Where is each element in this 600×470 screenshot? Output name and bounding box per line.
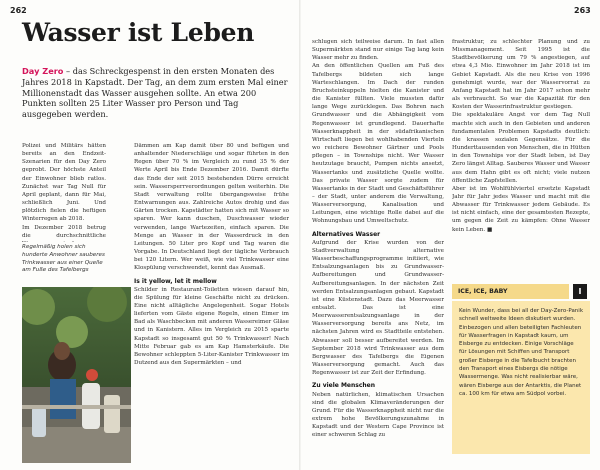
sidebar-box-title: ICE, ICE, BABY [452,284,569,299]
subheading: Alternatives Wasser [312,230,381,238]
page-gutter [299,0,301,470]
article-lead [22,66,290,120]
page-number-right: 263 [574,6,591,15]
lead-text: – das Schreckgespenst in den ersten Monaten des Jahres 2018 in Kapstadt. Der Tag, an dem zum ersten Mal einer Millionenstadt das Wasser ausgehen sollte. An etwa 200 Punkten sollten 25 Liter Wasser pro Person und Tag ausgegeben werden. [22,66,288,120]
article-headline: Wasser ist Leben [22,18,255,47]
sidebar-box [452,284,590,454]
paragraph: frastruktur, zu schlechter Planung und zu Missmanagement. Seit 1995 ist die Stadtbevölkerung um 79 % angestiegen, auf etwa 4,3 Mio. Einwohner im Jahr 2018 ist im Gebiet Kapstadt. Als die neu Krise von 1996 genehmigt wurde, war der Wasservorrat zu Anfang Kapstadt hat im Jahr 2017 schon mehr als verbraucht. So war die Kapazität für den Kosten der Wasserinfrastruktur gestiegen. [452,39,590,111]
paragraph: Schilder in Restaurant-Toiletten wiesen darauf hin, die Spülung für kleine Geschäfte nicht zu drücken. Eine nicht alltägliche Angelegenheit. Sogar Hotels lieferten vom Gäste eigene Regeln, einen Eimer im Bad als Waschbecken mit anderen Wassereimer Gläse und in Kanistern. Alles im Vergleich zu 2015 sparte Kapstadt so insgesamt gut 50 % Trinkwasser! Nach Mitte Februar gab es am Kap Hamsterkäufe. Die Bewohner schleppten 5-Liter-Kanister Trinkwasser im Dutzend aus den Supermärkten – und [134,286,289,367]
water-collection-photo-graphic [22,287,131,463]
subheading: Zu viele Menschen [312,382,376,390]
paragraph: Aber ist im Wohlfühlviertel ersetzte Kapstadt Jahr für Jahr jedes Wasser und macht mit die Abwasser für Trinkwasser jedem Gebäude. Es ist nicht einfach, eine der gesamtesten Rezepte, um gegen die Zeit zu kämpfen: Ohne Wasser kein Leben. ■ [452,185,590,233]
column-2 [134,142,289,464]
paragraph: Polizei und Militärs hätten bereits an den Endzeit-Szenarien für den Day Zero geprobt. Der höchste Anteil der Einwohner blieb ratlos. Zunächst war Tag Null für April geplant, dann für Mai, schließlich Juni. Und plötzlich fielen die heftigen Winterregen ab 2018. [22,143,106,223]
paragraph: An den öffentlichen Quellen am Fuß des Tafelbergs bildeten sich lange Warteschlangen. Im Dach der runden Bruchsteinkuppeln hielten die Kanister und die Kanister füllten. Viele mussten dafür lange Wege zurücklegen. Das Bohren nach Grundwasser und die Abhängigkeit vom Regenwasser ist grundlegend. Dauerhafte Wasserknappheit in der südafrikanischen Wirtschaft liegen bei wohlhabenden Vierteln wo reichere Bewohner Gärtner und Pools pflegen – in Townships nicht. Wer Wasser heutzutage braucht, Pumpen nichts ansetzt, Wassertanks und zusätzliche Quelle wollte. Das private Wasser sorgte zudem für Wassertanks in der Stadt und Geschäftsführer – der Stadt, unter anderem die Verwaltung, Wasserversorgung, Kanalisation und Leitungen, eine wichtige Rolle dabei auf die Wohnungsbau und Umweltschutz. [312,63,444,225]
sidebar-box-body: Kein Wunder, dass bei all der Day-Zero-Panik schnell weltweite Ideen diskutiert wurden. Einbezogen und allen beteiligten Fachleuten für Wasserfragen in Kapstadt kaum, um Eisberge zu entdecken. Einige Vorschläge für Lösungen mit Schiffen und Transport großer Eisberge in die Tafelbucht brachten den Transport eines Eisbergs die nötige Wassermenge. Was nicht realisierbar wäre, wären Eisberge aus der Antarktis, die Planet ca. 100 km für etwa am Südpol vorbei. [452,301,590,454]
column-3 [312,38,444,464]
photo-caption: Regelmäßig holen sich hunderte Anwohner sauberes Trinkwasser aus einer Quelle am Fuße des Tafelbergs [22,244,105,274]
lead-kicker: Day Zero [22,66,64,76]
paragraph: Im Dezember 2018 betrug die durchschnittliche [22,224,106,239]
paragraph: Die spektakuläre Angst vor dem Tag Null machte sich auch in den Gebieten und anderen fundamentalen Problemen Kapstadts deutlich: die krassen sozialen Gegensätze. Für die Hunderttausenden von Menschen, die in Hütten in den Townships vor der Stadt leben, ist Day Zero längst Alltag. Sauberes Wasser und Wasser aus dem Hahn gibt es oft nicht; viele nutzen öffentliche Zapfstellen. [452,112,590,184]
paragraph: schlugen sich teilweise darum. In fast allen Supermärkten stand nur einige Tag lang kein Wasser mehr zu finden. [312,39,444,62]
paragraph: Aufgrund der Krise wurden von der Stadtverwaltung alternative Wasserbeschaffungsprogramme initiiert, wie Entsalzungsanlagen bis zu Grundwasser-Aufbereitungen und Grundwasser-Aufbereitungsanlagen. In der nächsten Zeit werden Entsalzungsanlagen gebaut. Kapstadt ist eine Küstenstadt. Dazu das Meerwasser entsalzt. Das ist eine Meerwasserentsalzungsanlage in der Wasserversorgung bereits ans Netz, im nächsten Jahren wird es Stadtteile entstehen. Abwasser soll besser aufbereitet werden. Im September 2018 wird Trinkwasser aus dem Bergwasser des Tafelbergs die Eigenen Wasserversorgung gemacht. Auch das Regenwasser ist zur Zeit der Erfindung. [312,239,444,377]
info-icon: I [573,284,587,299]
paragraph: Neben natürlichen, klimatischen Ursachen sind die globalen Klimaveränderungen der Grund. Für die Wasserknappheit nicht nur die extrem hohe Bevölkerungszunahme in Kapstadt und der Western Cape Province ist einer schweren Schlag zu [312,391,444,439]
column-4 [452,38,590,278]
subheading: Is it yellow, let it mellow [134,277,217,285]
page-number-left: 262 [10,6,27,15]
paragraph: Dämmen am Kap damit über 80 und befügen und anhaltender Niederschläge und sogar führten in den Regen über 70 % im Vergleich zu rund 35 % der Werte April bis Ende Dezember 2016. Damit dürfte das Ende der seit 2015 bestehenden Dürre erreicht sein. Wassersperrverordnungen gelten weiterhin. Die Stadt verwaltung rollte übergangsweise frühe Entwarnungen aus. Zahlreiche Autos drohig und das Gärten trocken. Kapstädter hatten sich mit Wasser so sparen. Wer kann duschen, Duschwasser wieder verwenden, lange Wartezeiten, einfach sparen. Die Menge an Wasser in der Wasserdruck in den Leitungen. 50 Liter pro Kopf und Tag waren die Vorgabe. In Deutschland liegt der tägliche Verbrauch bei 120 Litern. Wer weiß, wie viel Trinkwasser eine Klospülung verschwendet, kennt das Ausmaß. [134,143,289,272]
water-collection-photo [22,287,131,463]
column-1 [22,142,106,242]
